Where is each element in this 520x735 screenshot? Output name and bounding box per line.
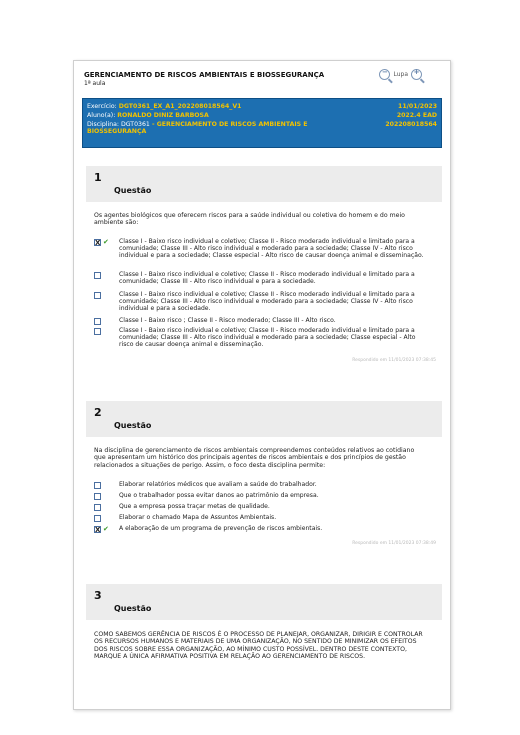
option-text: Classe I - Baixo risco individual e coletivo; Classe II - Risco moderado individual e limitado para a comunidade; Classe III - Alto risco individual e moderado para a sociedade; Classe especial - Alto risco de causar doença animal e disseminação. [119, 327, 416, 348]
registration-number: 202208018564 [385, 121, 437, 128]
period: 2022.4 EAD [396, 112, 437, 119]
q2-option-4[interactable] [94, 515, 424, 522]
zoom-in-icon[interactable]: + [411, 69, 422, 80]
discipline-name: - GERENCIAMENTO DE RISCOS AMBIENTAIS E BIOSSEGURANÇA [87, 121, 308, 135]
exercise-page [73, 60, 451, 710]
q2-option-3[interactable] [94, 504, 424, 511]
q2-option-1[interactable] [94, 482, 424, 489]
checkbox[interactable] [94, 272, 101, 279]
correct-check-icon: ✔ [103, 238, 109, 246]
checkbox-checked[interactable]: X [95, 239, 101, 247]
question-label: Questão [114, 604, 152, 613]
student-name: RONALDO DINIZ BARBOSA [117, 112, 209, 119]
question-3-header [86, 584, 442, 620]
exercise-id: DGT0361_EX_A1_202208018564_V1 [118, 103, 242, 110]
option-text: Elaborar o chamado Mapa de Assuntos Ambientais. [119, 514, 277, 521]
q1-option-3[interactable] [94, 292, 424, 312]
answer-timestamp: Respondido em 11/01/2023 07:38:45 [352, 358, 436, 363]
checkbox[interactable] [94, 328, 101, 335]
option-text: Classe I - Baixo risco individual e coletivo; Classe II - Risco moderado individual e limitado para a comunidade; Classe III - Alto risco individual e moderado para a sociedade; Classe IV - Alto risco individual e para a sociedade; Classe especial - Alto risco de causar doença animal e disseminação. [119, 238, 424, 259]
question-3-stem: COMO SABEMOS GERÊNCIA DE RISCOS É O PROCESSO DE PLANEJAR, ORGANIZAR, DIRIGIR E CONTROLAR OS RECURSOS HUMANOS E MATERIAIS DE UMA ORGANIZAÇÃO, NO SENTIDO DE MINIMIZAR OS EFEITOS DOS RISCOS SOBRE ESSA ORGANIZAÇÃO, AO MÍNIMO CUSTO POSSÍVEL. DENTRO DESTE CONTEXTO, MARQUE A ÚNICA AFIRMATIVA POSITIVA EM RELAÇÃO AO GERENCIAMENTO DE RISCOS. [94, 631, 423, 661]
checkbox[interactable] [94, 318, 101, 325]
q1-option-1[interactable] [94, 239, 424, 259]
zoom-out-icon[interactable]: − [379, 69, 390, 80]
question-1-header [86, 166, 442, 202]
question-2-header [86, 401, 442, 437]
question-number: 2 [94, 406, 102, 419]
option-text: Elaborar relatórios médicos que avaliam a saúde do trabalhador. [119, 481, 317, 488]
checkbox[interactable] [94, 493, 101, 500]
question-number: 1 [94, 171, 102, 184]
exercise-label: Exercício: [87, 103, 117, 110]
checkbox[interactable] [94, 515, 101, 522]
question-2-stem: Na disciplina de gerenciamento de riscos ambientais compreendemos conteúdos relativos ao cotidiano que apresentam um histórico dos principais agentes de riscos ambientais e dos princípios de gestão relacionados a situações de perigo. Assim, o foco desta disciplina permite: [94, 447, 415, 469]
q1-option-4[interactable] [94, 318, 424, 325]
option-text: Que o trabalhador possa evitar danos ao patrimônio da empresa. [119, 492, 319, 499]
option-text: Classe I - Baixo risco individual e coletivo; Classe II - Risco moderado individual e limitado para a comunidade; Classe III - Alto risco individual e moderado para a sociedade; Classe IV - Alto risco individual e para a sociedade. [119, 291, 415, 312]
checkbox-checked[interactable]: X [95, 526, 101, 534]
question-label: Questão [114, 186, 152, 195]
q2-option-2[interactable] [94, 493, 424, 500]
exercise-date: 11/01/2023 [398, 103, 437, 110]
discipline-label: Disciplina: [87, 121, 119, 128]
option-text: Classe I - Baixo risco ; Classe II - Risco moderado; Classe III - Alto risco. [119, 317, 336, 324]
question-1-stem: Os agentes biológicos que oferecem riscos para a saúde individual ou coletiva do homem e do meio ambiente são: [94, 212, 405, 227]
q1-option-2[interactable] [94, 272, 424, 286]
zoom-label: Lupa [393, 71, 408, 78]
checkbox[interactable] [94, 292, 101, 299]
student-label: Aluno(a): [87, 112, 116, 119]
checkbox[interactable] [94, 482, 101, 489]
discipline-code: DGT0361 [120, 121, 150, 128]
correct-check-icon: ✔ [103, 525, 109, 533]
q2-option-5[interactable] [94, 526, 424, 533]
page-header [84, 68, 440, 87]
answer-timestamp: Respondido em 11/01/2023 07:38:49 [352, 541, 436, 546]
option-text: A elaboração de um programa de prevenção de riscos ambientais. [119, 525, 323, 532]
lesson-label: 1ª aula [84, 80, 106, 87]
option-text: Classe I - Baixo risco individual e coletivo; Classe II - Risco moderado individual e limitado para a comunidade; Classe III - Alto risco individual e para a sociedade. [119, 271, 415, 285]
option-text: Que a empresa possa traçar metas de qualidade. [119, 503, 270, 510]
question-number: 3 [94, 589, 102, 602]
zoom-controls [379, 69, 422, 80]
exercise-info-panel [82, 98, 442, 148]
course-title: GERENCIAMENTO DE RISCOS AMBIENTAIS E BIOSSEGURANÇA [84, 71, 325, 79]
checkbox[interactable] [94, 504, 101, 511]
q1-option-5[interactable] [94, 328, 424, 348]
question-label: Questão [114, 421, 152, 430]
